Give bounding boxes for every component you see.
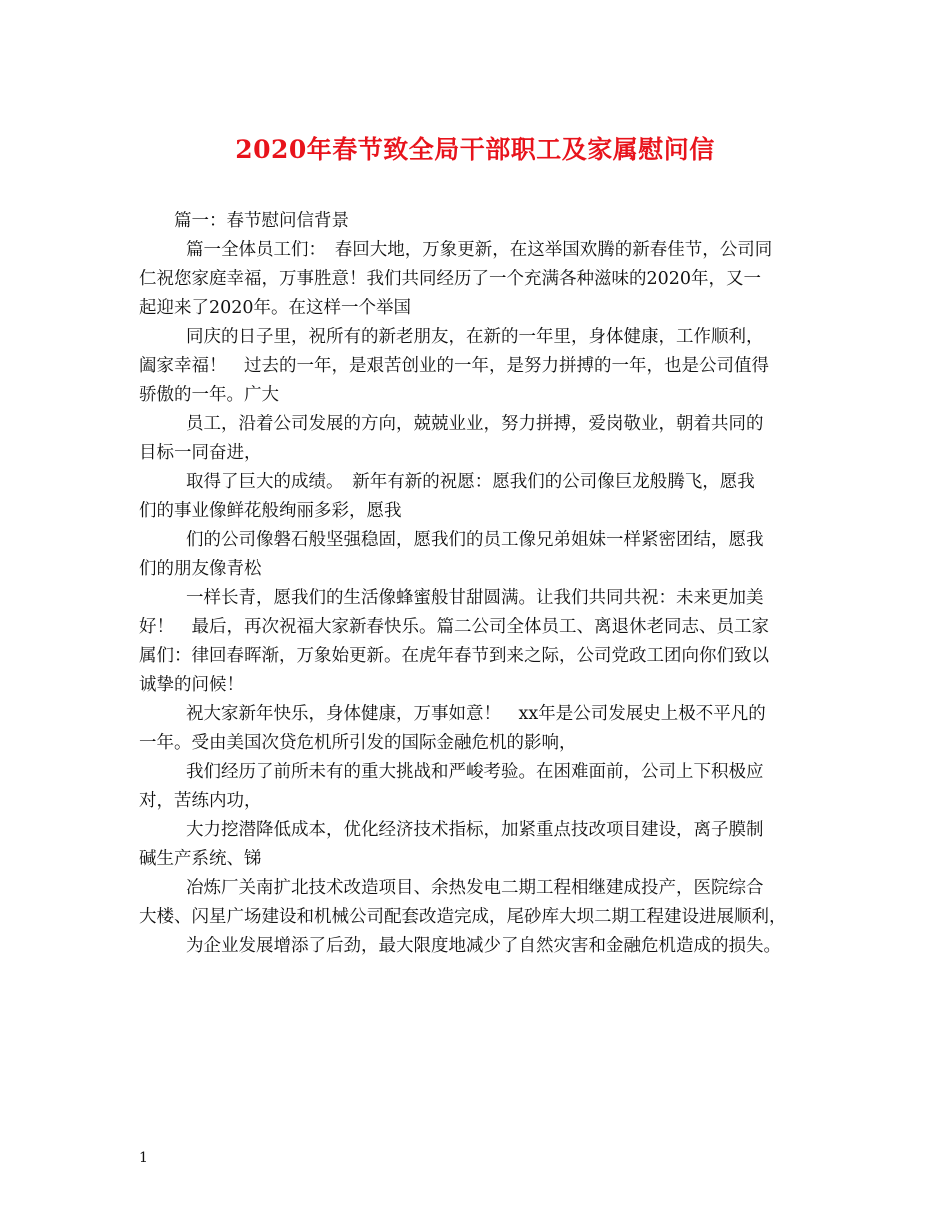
paragraph-line: 我们经历了前所未有的重大挑战和严峻考验。在困难面前，公司上下积极应 — [186, 762, 764, 782]
paragraph-line: 目标一同奋进， — [139, 443, 262, 463]
paragraph-line: 好！ 最后，再次祝福大家新春快乐。篇二公司全体员工、离退休老同志、员工家 — [139, 617, 769, 637]
paragraph-line: 们的公司像磐石般坚强稳固，愿我们的员工像兄弟姐妹一样紧密团结，愿我 — [186, 530, 764, 550]
paragraph-line: 冶炼厂关南扩北技术改造项目、余热发电二期工程相继建成投产，医院综合 — [186, 878, 764, 898]
page-number: 1 — [139, 1150, 148, 1166]
paragraph-line: 篇一全体员工们： 春回大地，万象更新，在这举国欢腾的新春佳节，公司同 — [186, 240, 773, 260]
paragraph-line: 骄傲的一年。广大 — [139, 385, 279, 405]
paragraph-line: 祝大家新年快乐，身体健康，万事如意！ xx年是公司发展史上极不平凡的 — [186, 704, 766, 724]
paragraph-line: 起迎来了2020年。在这样一个举国 — [139, 298, 412, 318]
paragraph-line: 同庆的日子里，祝所有的新老朋友，在新的一年里，身体健康，工作顺利， — [186, 327, 764, 347]
paragraph-line: 属们：律回春晖渐，万象始更新。在虎年春节到来之际，公司党政工团向你们致以 — [139, 646, 769, 666]
paragraph-line: 诚挚的问候！ — [139, 675, 244, 695]
paragraph-line: 碱生产系统、锑 — [139, 849, 262, 869]
document-title: 2020年春节致全局干部职工及家属慰问信 — [235, 135, 715, 164]
paragraph-line: 员工，沿着公司发展的方向，兢兢业业，努力拼搏，爱岗敬业，朝着共同的 — [186, 414, 764, 434]
paragraph-line: 对，苦练内功， — [139, 791, 262, 811]
paragraph-line: 一样长青，愿我们的生活像蜂蜜般甘甜圆满。让我们共同共祝：未来更加美 — [186, 588, 764, 608]
paragraph-line: 仁祝您家庭幸福，万事胜意！我们共同经历了一个充满各种滋味的2020年，又一 — [139, 269, 762, 289]
paragraph-line: 阖家幸福！ 过去的一年，是艰苦创业的一年，是努力拼搏的一年，也是公司值得 — [139, 356, 769, 376]
paragraph-line: 大力挖潜降低成本，优化经济技术指标，加紧重点技改项目建设，离子膜制 — [186, 820, 764, 840]
paragraph-line: 大楼、闪星广场建设和机械公司配套改造完成，尾砂库大坝二期工程建设进展顺利， — [139, 907, 787, 927]
paragraph-line: 取得了巨大的成绩。 新年有新的祝愿：愿我们的公司像巨龙般腾飞，愿我 — [186, 472, 755, 492]
document-body — [139, 207, 829, 961]
paragraph-line: 们的事业像鲜花般绚丽多彩，愿我 — [139, 501, 402, 521]
section-heading: 篇一：春节慰问信背景 — [174, 211, 349, 231]
paragraph-line: 一年。受由美国次贷危机所引发的国际金融危机的影响， — [139, 733, 577, 753]
paragraph-line: 为企业发展增添了后劲，最大限度地减少了自然灾害和金融危机造成的损失。 — [186, 936, 781, 956]
paragraph-line: 们的朋友像青松 — [139, 559, 262, 579]
